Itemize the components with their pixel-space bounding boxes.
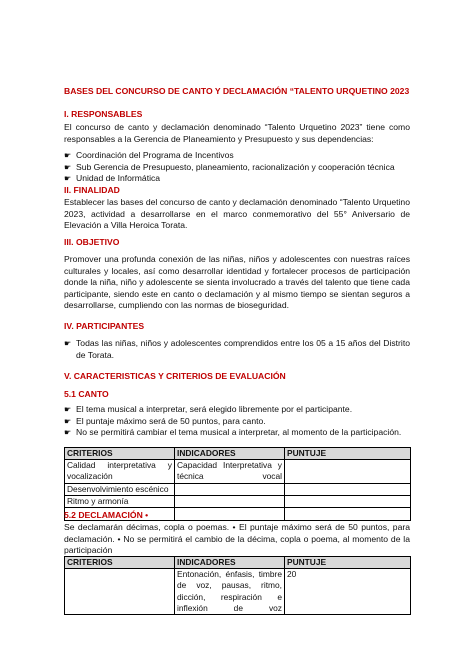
table-cell [285,460,411,483]
table-row [65,460,411,483]
subsection-canto-heading: 5.1 CANTO [64,389,109,399]
section-responsables-heading: I. RESPONSABLES [64,109,143,119]
declamacion-text: Se declamarán décimas, copla o poemas. • El puntaje máximo será de 50 puntos, para declamación. • No se permitirá el cambio de la décima, copla o poema, al momento de la participación [64,522,410,556]
subsection-declamacion-heading: 5.2 DECLAMACIÓN • [64,510,149,520]
pointing-hand-icon: ☛ [64,174,72,184]
table-cell: Desenvolvimiento escénico [65,483,175,495]
column-header: INDICADORES [175,557,285,569]
participantes-item: ☛ Todas las niñas, niños y adolescentes comprendidos entre los 05 a 15 años del Distrito de Torata. [64,338,410,360]
section-criterios-heading: V. CARACTERISTICAS Y CRITERIOS DE EVALUACIÓN [64,371,286,381]
column-header: PUNTUJE [285,448,411,460]
table-cell [65,569,175,615]
column-header: PUNTUJE [285,557,411,569]
table-header-row [65,557,411,569]
table-cell [285,483,411,495]
section-participantes-heading: IV. PARTICIPANTES [64,321,145,331]
section-finalidad-text: Establecer las bases del concurso de canto y declamación denominado “Talento Urquetino 2023, actividad a desarrollarse en el marco conmemorativo del 55° Aniversario de Elevación a Villa Heroica Torata. [64,197,410,231]
column-header: CRITERIOS [65,557,175,569]
list-item: ☛ Sub Gerencia de Presupuesto, planeamiento, racionalización y cooperación técnica [64,161,395,172]
table-cell [175,483,285,495]
list-item: ☛ El tema musical a interpretar, será elegido libremente por el participante. [64,404,353,414]
pointing-hand-icon: ☛ [64,416,72,426]
table-cell: Capacidad Interpretativa y técnica vocal [175,460,285,483]
table-cell: Entonación, énfasis, timbre de voz, pausas, ritmo, dicción, respiración e inflexión de voz [175,569,285,615]
declamacion-table-wrap [64,556,410,615]
section-finalidad-heading: II. FINALIDAD [64,185,120,195]
list-item: ☛ El puntaje máximo será de 50 puntos, para canto. [64,415,266,426]
table-header-row [65,448,411,460]
declamacion-criteria-table [64,556,411,615]
table-cell [285,495,411,507]
column-header: CRITERIOS [65,448,175,460]
section-objetivo-heading: III. OBJETIVO [64,237,120,247]
responsables-list [64,150,410,185]
pointing-hand-icon: ☛ [64,151,72,160]
table-cell: Ritmo y armonía [65,495,175,507]
pointing-hand-icon: ☛ [64,428,72,438]
list-item: ☛ Coordinación del Programa de Incentivos [64,150,234,160]
table-row [65,495,411,507]
canto-list [64,404,410,439]
column-header: INDICADORES [175,448,285,460]
table-cell [175,495,285,507]
pointing-hand-icon: ☛ [64,405,72,414]
table-row [65,483,411,495]
table-cell: 20 [285,569,411,615]
section-objetivo-text: Promover una profunda conexión de las niñas, niños y adolescentes con nuestras raíces culturales y locales, así como desarrollar identidad y fortalecer procesos de participación donde la niña, niño y adolescente se sienta involucrado a través del talento que tiene cada participante, siendo este en canto o declamación y al mismo tiempo se sientan seguros a desarrollarse, cumpliendo con las normas de bioseguridad. [64,254,410,311]
table-row [65,569,411,615]
list-item: ☛ No se permitirá cambiar el tema musical a interpretar, al momento de la participación. [64,427,402,438]
list-item: ☛ Unidad de Informática [64,173,161,184]
table-cell: Calidad interpretativa y vocalización [65,460,175,483]
pointing-hand-icon: ☛ [64,162,72,172]
document-title: BASES DEL CONCURSO DE CANTO Y DECLAMACIÓN “TALENTO URQUETINO 2023 [64,86,410,96]
section-responsables-text: El concurso de canto y declamación denominado “Talento Urquetino 2023” tiene como responsables a la Gerencia de Planeamiento y Presupuesto y sus dependencias: [64,122,410,144]
pointing-hand-icon: ☛ [64,339,72,348]
